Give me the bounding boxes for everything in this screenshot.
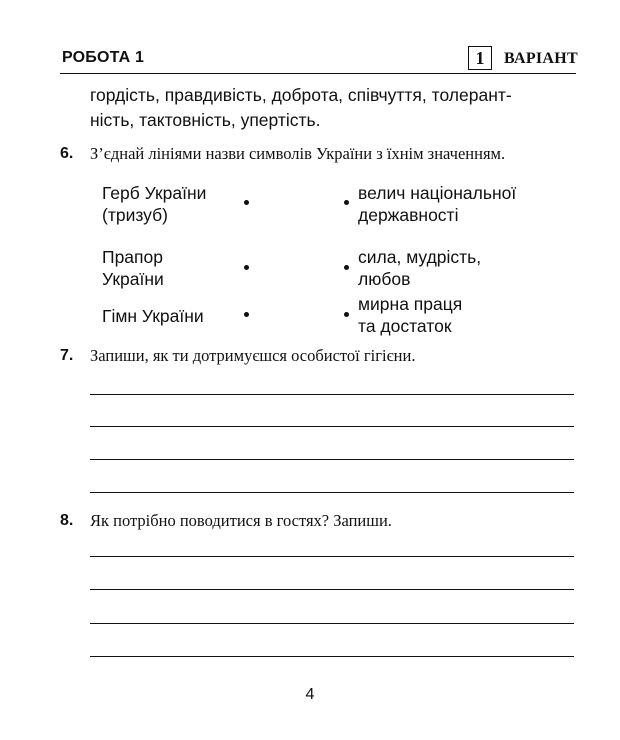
meaning-peaceful-work: [358, 293, 462, 337]
meaning-label-line: велич національної: [358, 183, 517, 203]
answer-line[interactable]: [90, 459, 574, 460]
answer-line[interactable]: [90, 656, 574, 657]
symbol-label-line: (тризуб): [102, 205, 168, 225]
work-title: РОБОТА 1: [62, 49, 145, 66]
question-6-text: З’єднай лініями назви символів України з їхнім значенням.: [90, 144, 506, 163]
meaning-label-line: державності: [358, 205, 459, 225]
symbol-coat-of-arms: [102, 182, 206, 226]
meaning-label-line: та достаток: [358, 316, 452, 336]
right-connector-dot[interactable]: [344, 312, 349, 317]
answer-line[interactable]: [90, 556, 574, 557]
symbol-label-line: Герб України: [102, 183, 207, 203]
question-8-text: Як потрібно поводитися в гостях? Запиши.: [90, 511, 392, 530]
symbol-flag: [102, 246, 164, 290]
variant-label: ВАРІАНТ: [504, 50, 578, 67]
answer-line[interactable]: [90, 589, 574, 590]
question-8-number: 8.: [60, 512, 74, 529]
symbol-label-line: України: [102, 269, 164, 289]
page-number: 4: [305, 686, 315, 703]
meaning-strength: [358, 246, 481, 290]
header-divider: [60, 73, 576, 74]
question-7-text: Запиши, як ти дотримуєшся особистої гігієни.: [90, 346, 416, 365]
left-connector-dot[interactable]: [244, 200, 249, 205]
symbol-anthem: [102, 305, 204, 327]
meaning-label-line: мирна праця: [358, 294, 463, 314]
question-6-number: 6.: [60, 145, 74, 162]
question-7-number: 7.: [60, 347, 74, 364]
left-connector-dot[interactable]: [244, 265, 249, 270]
answer-line[interactable]: [90, 492, 574, 493]
symbol-label-line: Гімн України: [102, 306, 204, 326]
answer-line[interactable]: [90, 394, 574, 395]
answer-line[interactable]: [90, 623, 574, 624]
variant-number-box: 1: [468, 46, 492, 70]
continuation-line-2: ність, тактовність, упертість.: [90, 110, 321, 130]
meaning-greatness: [358, 182, 516, 226]
left-connector-dot[interactable]: [244, 312, 249, 317]
right-connector-dot[interactable]: [344, 200, 349, 205]
continuation-line-1: гордість, правдивість, доброта, співчуття, толерант-: [90, 85, 512, 105]
meaning-label-line: сила, мудрість,: [358, 247, 482, 267]
meaning-label-line: любов: [358, 269, 411, 289]
answer-line[interactable]: [90, 426, 574, 427]
right-connector-dot[interactable]: [344, 265, 349, 270]
symbol-label-line: Прапор: [102, 247, 163, 267]
